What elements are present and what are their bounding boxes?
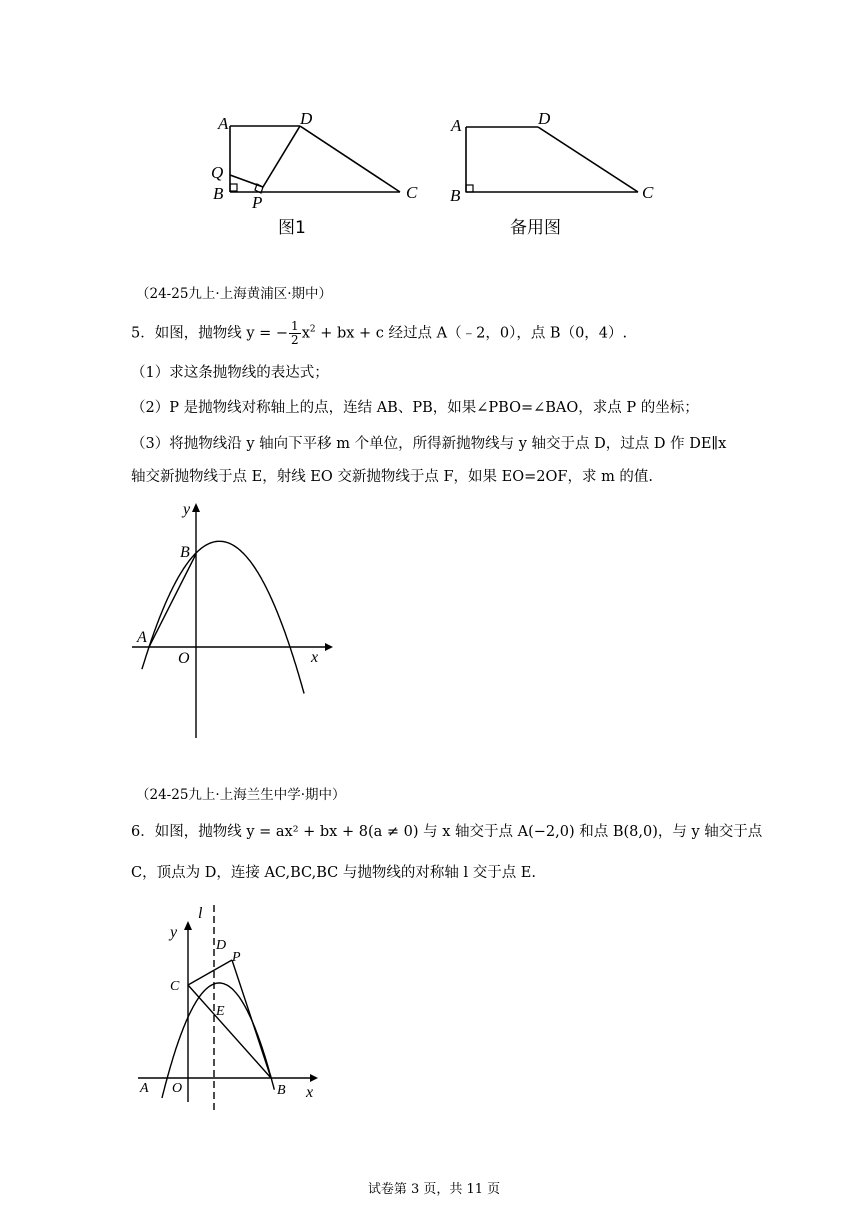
q5-part1: （1）求这条抛物线的表达式； bbox=[131, 365, 329, 381]
caption-fig1: 图1 bbox=[278, 218, 306, 238]
label-D: D bbox=[216, 938, 227, 953]
q5-stem-post: + bx + c 经过点 A（﹣2，0），点 B（0，4）. bbox=[315, 325, 628, 342]
q6-source: （24-25九上·上海兰生中学·期中） bbox=[136, 787, 346, 803]
label-E: E bbox=[216, 1004, 225, 1019]
fraction-numerator: 1 bbox=[291, 319, 299, 333]
caption-spare: 备用图 bbox=[510, 218, 561, 238]
label-P: P bbox=[252, 193, 263, 212]
page-footer: 试卷第 3 页，共 11 页 bbox=[367, 1182, 501, 1197]
q6-stem-line1: 6．如图，抛物线 y = ax² + bx + 8(a ≠ 0) 与 x 轴交于点 A(−2,0) 和点 B(8,0)，与 y 轴交于点 bbox=[131, 824, 763, 840]
q5-stem-mid: x bbox=[301, 325, 310, 342]
label-B: B bbox=[213, 184, 224, 203]
label-P: P bbox=[232, 950, 241, 965]
label-O: O bbox=[172, 1081, 183, 1096]
figure-trapezoid-fig1 bbox=[200, 100, 440, 250]
q6-stem-line2: C，顶点为 D，连接 AC,BC,BC 与抛物线的对称轴 l 交于点 E. bbox=[131, 865, 536, 881]
label-C: C bbox=[170, 979, 180, 994]
axis-label-x: x bbox=[306, 1084, 314, 1101]
q5-stem bbox=[131, 320, 627, 347]
q5-parabola-figure bbox=[125, 495, 340, 745]
q6-parabola-figure bbox=[130, 900, 340, 1115]
q5-stem-pre: 5．如图，抛物线 y = − bbox=[131, 325, 289, 342]
label-C: C bbox=[642, 183, 654, 202]
figure-trapezoid-spare bbox=[440, 100, 670, 250]
label-A: A bbox=[451, 116, 462, 135]
label-A: A bbox=[140, 1081, 149, 1096]
label-A: A bbox=[137, 629, 147, 646]
label-D: D bbox=[538, 109, 551, 128]
q5-source: （24-25九上·上海黄浦区·期中） bbox=[136, 286, 333, 302]
axis-label-y: y bbox=[170, 924, 178, 941]
label-A: A bbox=[218, 114, 229, 133]
axis-label-y: y bbox=[183, 501, 191, 518]
label-D: D bbox=[300, 109, 313, 128]
label-B: B bbox=[450, 186, 461, 205]
label-B: B bbox=[277, 1083, 286, 1098]
superscript-2: 2 bbox=[309, 324, 316, 335]
label-C: C bbox=[406, 183, 418, 202]
label-Q: Q bbox=[211, 163, 224, 182]
label-O: O bbox=[178, 650, 190, 667]
label-B: B bbox=[180, 544, 190, 561]
q5-part3-line1: （3）将抛物线沿 y 轴向下平移 m 个单位，所得新抛物线与 y 轴交于点 D，过点 D 作 DE∥x bbox=[131, 436, 727, 452]
label-l: l bbox=[198, 905, 203, 922]
fraction bbox=[289, 320, 301, 347]
q5-part2: （2）P 是抛物线对称轴上的点，连结 AB、PB，如果∠PBO=∠BAO，求点 P 的坐标； bbox=[131, 400, 699, 416]
fraction-denominator: 2 bbox=[291, 333, 299, 347]
axis-label-x: x bbox=[311, 649, 319, 666]
q5-part3-line2: 轴交新抛物线于点 E，射线 EO 交新抛物线于点 F，如果 EO=2OF，求 m 的值. bbox=[131, 469, 654, 485]
